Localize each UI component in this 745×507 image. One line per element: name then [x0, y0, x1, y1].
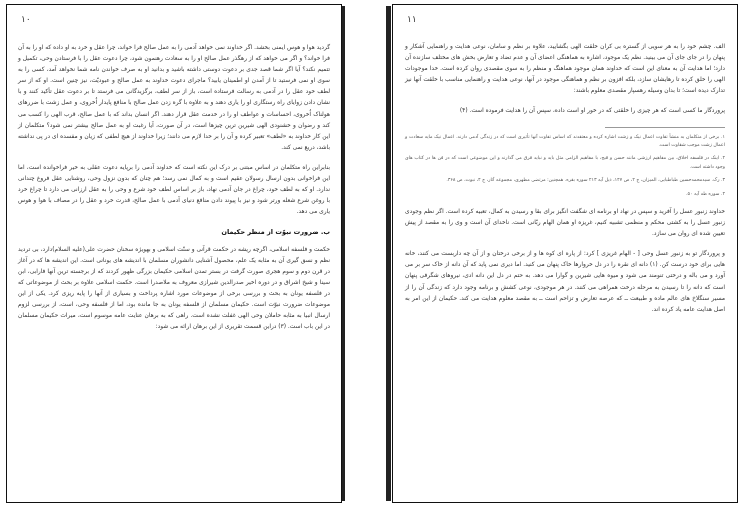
- footnote: ۲. اينک در فلسفه اخلاق، بين مفاهيم ارزشی مانند حسن و قبح، با مفاهيم الزامی مثل بايد و نبايد فرق می گذارند و اين موضوعی است که در فن ها در کتاب های وجود داشته است.: [405, 156, 725, 170]
- paragraph: الف. چشم خود را به هر سويی از گستره بی کران خلقت الهی بگشاييد، علاوه بر نظم و سامان، نوعی هدايت و راهنمايی آشکار و پنهان را در جای جای آن می بينيد. نظم يک موجود، اشاره به هماهنگی اعضای آن و عدم تضاد و تعارض بخش های مختلف سازنده آن دارد؛ اما هدايت آن به معنای اين است که خداوند همان موجود هماهنگ و منظم را به سوی مقصدی روان کرده است. خدا موجودات الهی را خلق کرده تا رهايشان سازد، بلکه افزون بر نظم و هماهنگی موجود در آنها، نوعی هدايت و راهنمايی مناسب با خلقت آنها نيز تدارک ديده است؛ تا بدان وسيله رهسپار مقصدی معلوم باشند:: [405, 44, 725, 95]
- footnote-divider: [605, 127, 725, 128]
- section-heading: ب. ضرورت نبوّت از منظر حکيمان: [221, 228, 330, 237]
- paragraph: حکمت و فلسفه اسلامی، اگرچه ريشه در حکمت قرآنی و سنّت اسلامی و بهويژه سخنان حضرت علی(عليه السلام)دارد، بی ترديد نظم و نسق گيری آن به مثابه يک علم، محصول آشنايی دانشوران مسلمان با انديشه های يونانی است. اين انديشه ها که در آغاز در قرن دوم و سوم هجری صورت گرفت در بستر تمدن اسلامی حکيمان بزرگی ظهور کردند که از برجسته ترين آنها فارابی، ابن سينا و شيخ اشراق و در دوره اخير صدرالدين شيرازی معروف به ملاصدرا است. حکمت اسلامی علاوه بر بحث از موضوعاتی که در فلسفه يونان به بحث و بررسی برخی از موضوعات مورد اشاره پرداخت و بسياری از آنها را پايه ريزی کرد. يکی از اين موضوعات ضرورت نبوّت است. حکيمان مسلمان از فلسفه يونان به جا مانده بود، اما از فلسفه وحی، است، از بررسی لزوم ارسال انبيا به مثابه حاملان وحی الهی غفلت نشده است. راهی که به برهان عنايت عامه موسوم است، ميراث حکيمان مسلمان در اين باب است. (۳) دراين قسمت تقريری از اين برهان ارائه می شود:: [18, 246, 330, 331]
- page-body: [405, 42, 725, 496]
- paragraph: خداوند زنبور عسل را آفريد و سپس در نهاد او برنامه ای شگفت انگيز برای بقا و رسيدن به کمال، تعبيه کرده است. اگر نظم وجودی زنبور عسل را به کشتی محکم و منظمی تشبيه کنيم، غريزه او همان الهام ربّانی است. ناخدای آن است و وی را به مقصد از پيش تعيين شده ای روان می سازد.: [405, 209, 725, 238]
- right-page-shadow: [386, 6, 391, 501]
- left-page: [6, 4, 342, 503]
- page-body: [18, 43, 330, 496]
- page-number: ۱۱: [407, 15, 417, 25]
- verse-paragraph: پروردگار ما کسی است که هر چيزی را خلقتی که در خور او است داده، سپس آن را هدايت فرموده است. (۴): [459, 108, 725, 115]
- footnote: ۴. سوره طه آيه ۵۰.: [686, 191, 725, 197]
- right-page: [392, 4, 738, 503]
- page-number: ۱۰: [21, 15, 31, 25]
- paragraph: گرديد هوا و هوس ايمنی بخشد. اگر خداوند نمی خواهد آدمی را به عمل صالح فرا خواند، چرا عقل و خرد به او داده که او را به آن فرا خواند؟ و اگر می خواهد که از رهگذر عمل صالح او را به سعادت رهنمون شود، چرا دعوت عقل را با فرستادن وحی، تکميل و تتميم نکند؟ آيا اگر شما قصد جدی بر دعوت دوستی داشته باشيد و بدانيد او به صرف خواندن نامه شما نخواهد آمد، کسی را به سوی او نمی فرستيد تا از آمدن او اطمينان يابيد؟ ماجرای دعوت خداوند به عمل صالح و عبوديّت، نيز چنين است. او که از سر لطف خود عقل را در آدمی به رسالت فرستاده است، باز از سر لطف، برگزيدگانی می فرستد تا بر دعوت عقل تأکيد کنند و با نشان دادن زوايای راه رستگاری او را ياری دهند و به علاوه با گره زدن عمل صالح با منافع پايدار اُخروی، و عمل زشت با ضررهای هولناک اُخروی، احساسات و عواطف او را در خدمت عقل قرار دهند. اگر انسان بداند که با عمل صالح، قرب الهی را کسب می کند و رضوان و خشنودی الهی شيرين ترين چيزها است، در آن صورت، آيا رغبت او به عمل صالح بيشتر نمی شود؟ متکلمان از اين کار خداوند به «لطف» تعبير کرده و آن را بر خدا لازم می دانند؛ زيرا خداوند از هيچ لطفی که زيان و مفسده ای در پی نداشته باشد، دريغ نمی کند.: [18, 45, 330, 151]
- footnote: ۳. رک. سيدمحمدحسين طباطبايی، الميزان، ج ۲، ص ۱۴۷، ذيل آيه ۲۱۳ سوره بقره. همچنين: مرتضی مطهری، مجموعه آثار، ج ۴، نبوت، ص ۳۶۸.: [446, 178, 725, 184]
- paragraph: بنابراين راه متکلمان در اساس مبتنی بر درک اين نکته است که خداوند آدمی را برپايه دعوت عقلی به خير فراخوانده است، اما اين فراخوانی بدون ارسال رسولان عقيم است و به کمال نمی رسد؛ هم چنان که بدون نزول وحی، روشنايی عقل فروغ چندانی ندارد. او که به لطف خود، چراغ در جان آدمی نهاد، باز بر اساس لطف خود شرع و وحی را به عقل ارزانی می دارد تا چراغ خرد با روغن شرع شعله ورتر شود و نيز با پيوند دادن منافع دنيای آدمی با عمل صالح، قدرت خرد و عقل را در مصاف با هوا و هوس ياری می دهد.: [18, 164, 330, 216]
- paragraph: و پروردگار تو به زنبور عسل وحی [ - الهام غريزی ] کرد: از پاره ای کوه ها و از برخی درختان و از آن چه داربست می کنند، خانه هايی برای خود درست کن. (۱) دانه ای نقره را در دل خروارها خاک پنهان می کنيد. اما ديری نمی پايد که آن دانه از خاک سر بر می آورد و می باله و درختی تنومند می شود و ميوه هايی شيرين و گوارا می دهد. به حتم در دل اين دانه ادی، نيروهای شگرفی پنهان است که دانه را تا رسيدن به مرحله درخت همراهی می کنند. در هر موجودی، نوعی کشش و برنامه وجود دارد که زندگی آن را از مسير سنگلاخ های عالم ماده و طبيعت ــ که عرصه تعارض و تزاحم است ــ به مقصد معلوم هدايت می کند. حکيمان از اين امر به اصل هدايت عامه ياد کرده اند.: [405, 251, 726, 313]
- footnote: ۱. برخی از متکلمان به منشأ تفاوت اعمال نيک و زشت اشاره کرده و معتقدند که اساس تفاوت آنها تأثيری است که در زندگی آدمی دارند. اعمال نيک مايه سعادت و اعمال زشت موجب شقاوت است.: [405, 134, 725, 148]
